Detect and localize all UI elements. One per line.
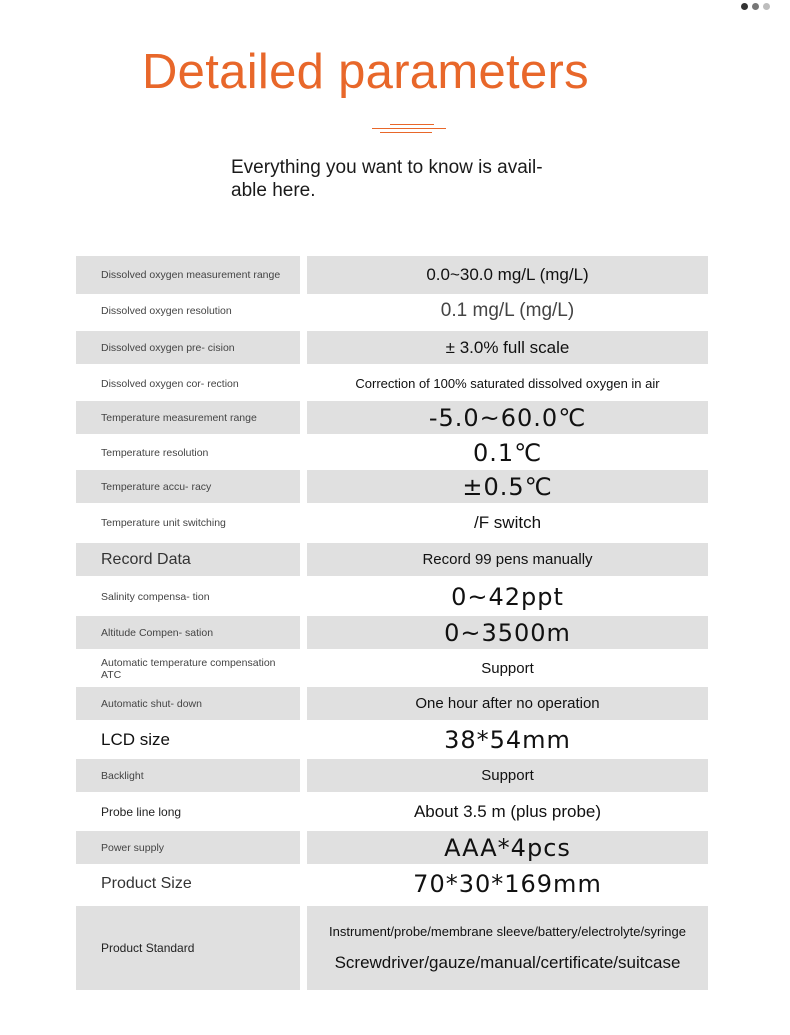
row-label: Dissolved oxygen measurement range — [76, 256, 300, 294]
row-value: 0~3500m — [307, 616, 708, 649]
row-label: Altitude Compen- sation — [76, 616, 300, 649]
table-row — [76, 256, 708, 294]
row-label: LCD size — [101, 730, 170, 749]
table-row — [76, 616, 708, 649]
table-row — [76, 759, 708, 792]
row-value: -5.0~60.0℃ — [307, 401, 708, 434]
table-row — [76, 331, 708, 364]
row-value: ±0.5℃ — [307, 470, 708, 503]
table-row — [76, 294, 708, 328]
row-label: Power supply — [76, 831, 300, 864]
row-label: Salinity compensa- tion — [101, 591, 210, 603]
table-row — [76, 687, 708, 720]
row-label: Record Data — [76, 543, 300, 576]
row-label: Automatic temperature compensation ATC — [101, 656, 276, 681]
table-row — [76, 722, 708, 758]
table-row — [76, 366, 708, 401]
row-label: Dissolved oxygen pre- cision — [76, 331, 300, 364]
row-value — [307, 906, 708, 990]
row-label: Backlight — [76, 759, 300, 792]
table-row — [76, 831, 708, 864]
row-value: 38*54mm — [444, 726, 571, 754]
row-value: Support — [481, 660, 534, 677]
row-value-line-1: Instrument/probe/membrane sleeve/battery/electrolyte/syringe — [329, 923, 686, 939]
row-value: 70*30*169mm — [413, 870, 602, 898]
table-row — [76, 470, 708, 503]
row-value: One hour after no operation — [307, 687, 708, 720]
row-value: 0.1℃ — [472, 439, 543, 467]
row-label: Product Size — [101, 875, 192, 892]
table-row — [76, 866, 708, 902]
row-label: Dissolved oxygen resolution — [101, 305, 232, 317]
row-value: AAA*4pcs — [307, 831, 708, 864]
table-row — [76, 906, 708, 990]
row-value: About 3.5 m (plus probe) — [413, 802, 602, 821]
row-value: 0~42ppt — [451, 583, 564, 611]
row-label: Temperature resolution — [101, 447, 209, 459]
row-label: Product Standard — [76, 906, 300, 990]
row-value: Correction of 100% saturated dissolved oxygen in air — [355, 376, 660, 391]
page-subtitle: Everything you want to know is avail- able here. — [231, 157, 543, 201]
row-value: 0.1 mg/L (mg/L) — [440, 300, 575, 321]
row-value: /F switch — [473, 513, 542, 532]
table-row — [76, 651, 708, 686]
table-row — [76, 578, 708, 616]
carousel-dot-1[interactable] — [741, 3, 748, 10]
page-title: Detailed parameters — [142, 45, 589, 99]
row-label: Automatic shut- down — [76, 687, 300, 720]
row-value: ± 3.0% full scale — [307, 331, 708, 364]
table-row — [76, 794, 708, 830]
table-row — [76, 436, 708, 470]
table-row — [76, 543, 708, 576]
row-label: Temperature unit switching — [101, 517, 226, 529]
carousel-dot-3[interactable] — [763, 3, 770, 10]
row-label: Temperature measurement range — [76, 401, 300, 434]
row-value: Support — [307, 759, 708, 792]
carousel-indicator[interactable] — [741, 3, 770, 10]
row-value: Record 99 pens manually — [307, 543, 708, 576]
table-row — [76, 505, 708, 541]
title-decoration — [368, 122, 446, 138]
row-value: 0.0~30.0 mg/L (mg/L) — [307, 256, 708, 294]
row-value-line-2: Screwdriver/gauze/manual/certificate/suitcase — [334, 952, 681, 972]
row-label: Temperature accu- racy — [76, 470, 300, 503]
row-label: Probe line long — [101, 805, 182, 819]
table-row — [76, 401, 708, 434]
row-label: Dissolved oxygen cor- rection — [101, 377, 239, 390]
carousel-dot-2[interactable] — [752, 3, 759, 10]
